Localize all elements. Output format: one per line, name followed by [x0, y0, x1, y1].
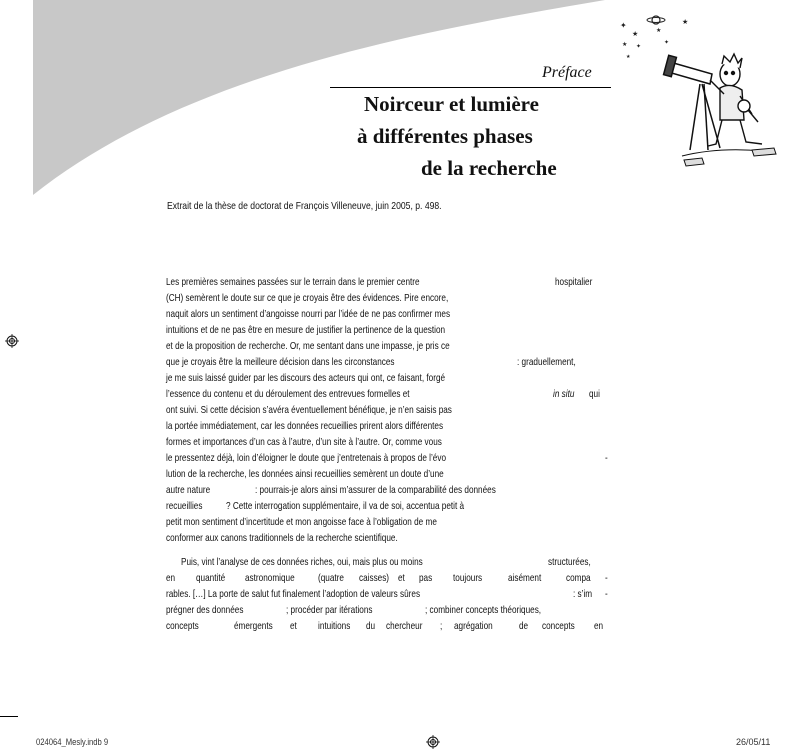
word: caisses): [359, 572, 390, 584]
source-note: Extrait de la thèse de doctorat de François Villeneuve, juin 2005, p. 498.: [167, 200, 442, 212]
svg-text:✦: ✦: [664, 40, 670, 46]
ground-shadow: [682, 148, 776, 166]
telescope-icon: [664, 55, 720, 150]
text-fragment: ; combiner concepts théoriques,: [425, 604, 542, 616]
text-line: petit mon sentiment d’incertitude et mon angoisse face à l’obligation de me: [166, 516, 437, 528]
registration-mark-icon: [5, 334, 19, 348]
title-line-3: de la recherche: [421, 156, 557, 180]
word: compa: [566, 572, 591, 584]
text-fragment: hospitalier: [555, 276, 593, 288]
word: ;: [440, 620, 443, 632]
text-fragment: : pourrais-je alors ainsi m’assurer de la comparabilité des données: [255, 484, 496, 496]
word: de: [519, 620, 529, 632]
word: émergents: [234, 620, 273, 632]
text-line: naquit alors un sentiment d’angoisse nourri par l’idée de ne pas confirmer mes: [166, 308, 451, 320]
text-line: la portée immédiatement, car les données recueillies prirent alors différentes: [166, 420, 444, 432]
svg-text:★: ★: [656, 28, 662, 34]
svg-text:✦: ✦: [636, 44, 642, 50]
text-line: l’essence du contenu et du déroulement des entrevues formelles et: [166, 388, 410, 400]
section-label: Préface: [542, 64, 592, 81]
word: toujours: [453, 572, 483, 584]
word: en: [594, 620, 604, 632]
word: chercheur: [386, 620, 423, 632]
text-fragment: in situ: [553, 388, 575, 400]
text-line: que je croyais être la meilleure décision dans les circonstances: [166, 356, 395, 368]
astronomer-illustration: [612, 10, 782, 170]
text-line: autre nature: [166, 484, 211, 496]
stars-icon: [620, 18, 688, 60]
text-line: et de la proposition de recherche. Or, me sentant dans une impasse, je pris ce: [166, 340, 450, 352]
text-line: conformer aux canons traditionnels de la recherche scientifique.: [166, 532, 398, 544]
text-fragment: : s’im: [573, 588, 593, 600]
svg-text:★: ★: [626, 55, 631, 60]
word: intuitions: [318, 620, 351, 632]
word: concepts: [542, 620, 575, 632]
title-line-2: à différentes phases: [357, 124, 533, 148]
text-fragment: -: [605, 588, 608, 600]
text-fragment: ; procéder par itérations: [286, 604, 373, 616]
svg-text:★: ★: [622, 42, 628, 48]
word: aisément: [508, 572, 542, 584]
text-line: (CH) semèrent le doute sur ce que je croyais être des évidences. Pire encore,: [166, 292, 449, 304]
header-rule: [330, 87, 611, 88]
text-line: rables. […] La porte de salut fut finalement l’adoption de valeurs sûres: [166, 588, 421, 600]
text-line: recueillies: [166, 500, 203, 512]
title-line-1: Noirceur et lumière: [364, 92, 539, 116]
footer-file-info: 024064_Mesly.indb 9: [36, 737, 109, 747]
word: (quatre: [318, 572, 344, 584]
svg-text:✦: ✦: [620, 21, 627, 30]
text-line: lution de la recherche, les données ainsi recueillies semèrent un doute d’une: [166, 468, 444, 480]
svg-text:★: ★: [632, 30, 639, 38]
text-fragment: -: [605, 452, 608, 464]
text-fragment: structurées,: [548, 556, 591, 568]
word: concepts: [166, 620, 199, 632]
word: agrégation: [454, 620, 493, 632]
word: astronomique: [245, 572, 295, 584]
word: et: [290, 620, 297, 632]
text-line: Les premières semaines passées sur le terrain dans le premier centre: [166, 276, 420, 288]
text-fragment: qui: [589, 388, 600, 400]
word: quantité: [196, 572, 226, 584]
text-line: formes et importances d’un cas à l’autre, d’un site à l’autre. Or, comme vous: [166, 436, 442, 448]
word: en: [166, 572, 176, 584]
svg-text:★: ★: [682, 18, 689, 26]
text-fragment: : graduellement,: [517, 356, 576, 368]
text-fragment: ? Cette interrogation supplémentaire, il va de soi, accentua petit à: [226, 500, 465, 512]
text-line: je me suis laissé guider par les discours des acteurs qui ont, ce faisant, forgé: [166, 372, 446, 384]
crop-mark: [0, 716, 18, 717]
word: du: [366, 620, 376, 632]
planet-icon: [647, 16, 665, 24]
text-line: intuitions et de ne pas être en mesure de justifier la pertinence de la question: [166, 324, 446, 336]
text-line: le pressentez déjà, loin d’éloigner le doute que j’entretenais à propos de l’évo: [166, 452, 447, 464]
word: et: [398, 572, 405, 584]
word: pas: [419, 572, 433, 584]
text-fragment: prégner des données: [166, 604, 244, 616]
text-line: ont suivi. Si cette décision s’avéra éventuellement bénéfique, je n’en saisis pas: [166, 404, 452, 416]
word: -: [605, 572, 608, 584]
footer-date: 26/05/11: [736, 737, 771, 747]
text-line: Puis, vint l’analyse de ces données riches, oui, mais plus ou moins: [181, 556, 423, 568]
registration-mark-icon: [426, 735, 440, 749]
